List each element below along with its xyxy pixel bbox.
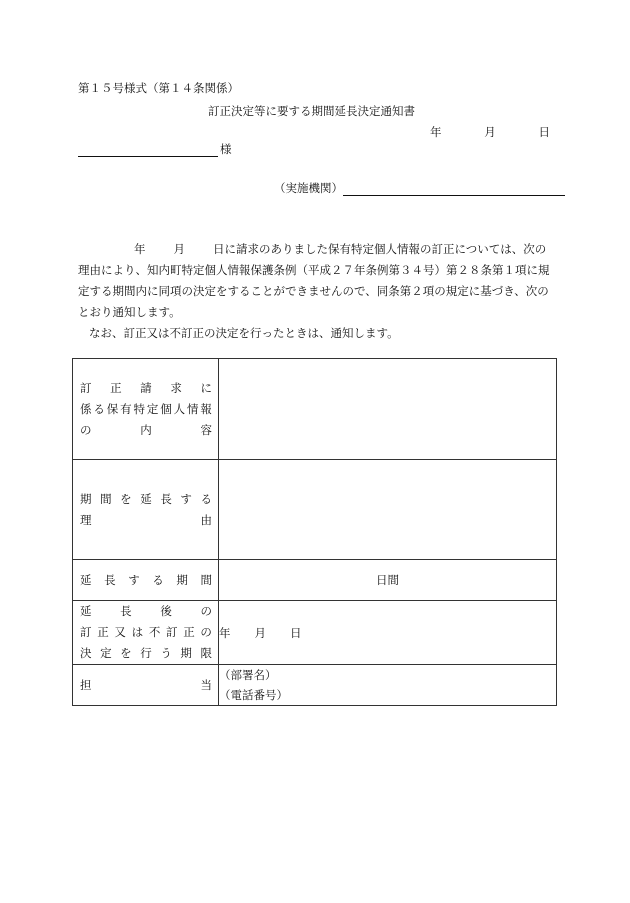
label-char: 定 <box>100 646 112 660</box>
label-char: 正 <box>97 625 109 639</box>
label-char: 由 <box>200 512 212 527</box>
date-year-label: 年 <box>430 125 442 139</box>
contact-phone: （電話番号） <box>219 688 288 702</box>
table-row <box>73 601 557 665</box>
body-paragraph-2: なお、訂正又は不訂正の決定を行ったときは、通知します。 <box>89 326 399 340</box>
label-char: を <box>120 491 132 506</box>
label-char: 期 <box>176 572 188 587</box>
deadline-month-label: 月 <box>254 625 266 640</box>
form-number: 第１５号様式（第１４条関係） <box>78 81 239 95</box>
label-char: 間 <box>100 491 112 506</box>
row-label-decision-deadline <box>73 601 219 665</box>
row-value-decision-deadline <box>219 601 557 665</box>
deadline-day-label: 日 <box>290 625 302 640</box>
notice-body <box>78 239 552 344</box>
label-char: 正 <box>110 380 122 395</box>
label-char: 不 <box>148 625 161 639</box>
label-char: 容 <box>200 422 212 437</box>
table-row <box>73 560 557 601</box>
row-value-correction-content <box>219 359 557 460</box>
label-char: る <box>93 401 105 416</box>
label-char: を <box>120 646 132 660</box>
row-label-extension-period <box>73 560 219 601</box>
table-row <box>73 665 557 706</box>
recipient-suffix: 様 <box>220 142 232 156</box>
table-row <box>73 359 557 460</box>
label-char: 長 <box>160 491 172 506</box>
label-char: 間 <box>200 572 212 587</box>
body-paragraph-1-text: 日に請求のありました保有特定個人情報の訂正については、次の理由により、知内町特定個人情報保護条例（平成２７年条例第３４号）第２８条第１項に規定する期間内に同項の決定をすることができませんので、同条第２項の規定に基づき、次のとおり通知します。 <box>78 242 550 319</box>
row-value-extension-period: 日間 <box>219 560 557 601</box>
row-value-contact <box>219 665 557 706</box>
row-label-contact <box>73 665 219 706</box>
label-char: 特 <box>133 401 145 416</box>
agency-name-blank <box>343 181 565 196</box>
label-char: る <box>200 491 212 506</box>
agency-line <box>274 180 565 196</box>
label-char: 理 <box>80 512 92 527</box>
body-paragraph-1 <box>78 239 552 323</box>
label-line <box>80 420 212 441</box>
label-char: は <box>131 625 144 639</box>
label-line <box>80 643 212 664</box>
label-char: 内 <box>140 422 152 437</box>
label-char: 延 <box>80 572 92 587</box>
agency-label: （実施機関） <box>274 181 343 195</box>
label-line <box>80 510 212 531</box>
label-char: う <box>160 646 172 660</box>
label-char: 又 <box>114 625 126 639</box>
label-char: 有 <box>120 401 132 416</box>
label-line <box>80 399 212 420</box>
label-char: 定 <box>146 401 159 416</box>
contact-department: （部署名） <box>219 668 277 682</box>
label-char: 後 <box>160 604 172 618</box>
label-char: 期 <box>80 491 92 506</box>
label-char: 長 <box>120 604 132 618</box>
label-char: す <box>128 572 140 587</box>
label-char: 請 <box>140 380 152 395</box>
table-row <box>73 460 557 560</box>
label-char: の <box>200 604 212 618</box>
row-value-extension-reason <box>219 460 557 560</box>
label-line <box>80 489 212 510</box>
document-title: 訂正決定等に要する期間延長決定通知書 <box>208 104 415 118</box>
label-char: す <box>180 491 192 506</box>
label-char: 訂 <box>166 625 178 639</box>
deadline-year-label: 年 <box>219 625 231 640</box>
body-date-month: 月 <box>173 242 185 256</box>
row-label-correction-content <box>73 359 219 460</box>
label-char: る <box>152 572 164 587</box>
label-char: 行 <box>140 646 152 660</box>
label-line <box>80 622 212 643</box>
label-char: 訂 <box>80 380 92 395</box>
recipient-line <box>78 141 232 157</box>
label-char: の <box>80 422 92 437</box>
label-char: 限 <box>200 646 212 660</box>
label-char: 人 <box>173 401 186 416</box>
label-char: 保 <box>106 401 119 416</box>
label-line <box>80 570 212 591</box>
label-char: 延 <box>140 491 152 506</box>
label-char: 係 <box>80 401 92 416</box>
label-char: 訂 <box>80 625 92 639</box>
label-char: に <box>200 380 212 395</box>
date-day-label: 日 <box>538 125 550 139</box>
date-month-label: 月 <box>484 125 496 139</box>
recipient-name-blank <box>78 142 218 157</box>
row-label-extension-reason <box>73 460 219 560</box>
notice-table <box>72 358 557 706</box>
label-char: 担 <box>80 677 92 692</box>
label-line <box>80 675 212 696</box>
label-line <box>80 601 212 622</box>
label-line <box>80 378 212 399</box>
label-char: 決 <box>80 646 92 660</box>
issue-date <box>430 124 550 140</box>
label-char: 延 <box>80 604 92 618</box>
label-char: 当 <box>200 677 212 692</box>
label-char: 報 <box>200 401 212 416</box>
label-char: 求 <box>170 380 182 395</box>
label-char: 情 <box>187 401 199 416</box>
body-date-year: 年 <box>134 242 146 256</box>
label-char: の <box>200 625 212 639</box>
label-char: 長 <box>104 572 116 587</box>
label-char: 個 <box>160 401 172 416</box>
label-char: 正 <box>183 625 195 639</box>
label-char: 期 <box>180 646 192 660</box>
